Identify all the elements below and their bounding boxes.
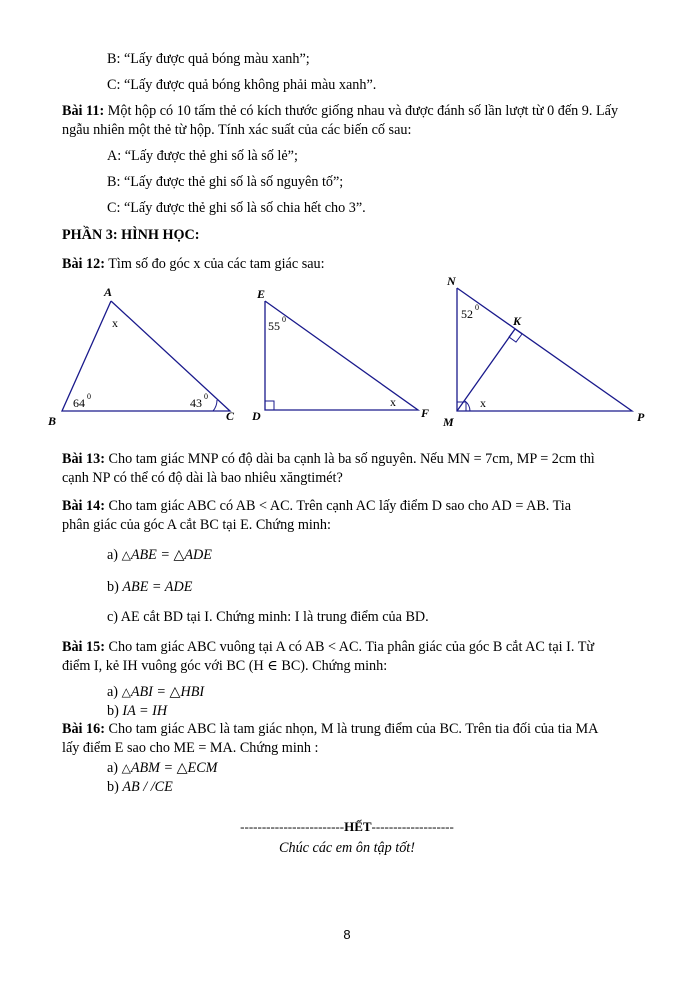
p11-item-b: B: “Lấy được thẻ ghi số là số nguyên tố”; [107,174,344,190]
angle-c: 43 [190,396,202,410]
p16-a-math: ABM = △ECM [130,760,218,776]
label-e: E [257,287,266,301]
deg-b: 0 [87,392,91,401]
p14-b-prefix: b) [107,579,123,595]
angle-x-3: x [480,396,486,410]
deg-c: 0 [204,392,208,401]
p14-text1: Cho tam giác ABC có AB < AC. Trên cạnh AC lấy điểm D sao cho AD = AB. Tia [104,498,572,514]
p15-b-math: IA = IH [122,703,168,719]
p13-line1 [62,450,595,469]
p14-item-a: a) △ABE = △ADE [107,547,212,563]
p15-label: Bài 15: [62,639,105,655]
p16-text1: Cho tam giác ABC là tam giác nhọn, M là trung điểm của BC. Trên tia đối của tia MA [104,721,599,737]
label-k: K [513,314,522,328]
p13-line2: cạnh NP có thể có độ dài là bao nhiêu xăngtimét? [62,470,343,486]
p16-item-a: a) △ABM = △ECM [107,760,218,776]
angle-x-2: x [390,395,396,409]
p15-line2: điểm I, kẻ IH vuông góc với BC (H ∈ BC). Chứng minh: [62,658,388,674]
deg-e: 0 [282,315,286,324]
end-word: HẾT [344,819,372,834]
label-n: N [447,274,456,288]
end-dashes-left: ------------------------ [240,819,345,834]
p12-text: Tìm số đo góc x của các tam giác sau: [104,256,325,272]
p16-label: Bài 16: [62,721,105,737]
p13-label: Bài 13: [62,451,105,467]
p15-item-b [107,702,167,721]
label-m: M [443,415,454,429]
p14-line2: phân giác của góc A cắt BC tại E. Chứng minh: [62,517,331,533]
p13-text1: Cho tam giác MNP có độ dài ba cạnh là ba số nguyên. Nếu MN = 7cm, MP = 2cm thì [104,451,595,467]
label-p: P [637,410,645,424]
p15-a-math: ABI = △HBI [130,684,205,700]
p14-item-c: c) AE cắt BD tại I. Chứng minh: I là trung điểm của BD. [107,609,429,625]
p11-line2: ngẫu nhiên một thẻ từ hộp. Tính xác suất của các biến cố sau: [62,122,412,138]
p14-a-prefix: a) [107,547,122,563]
closing-wish: Chúc các em ôn tập tốt! [279,840,415,856]
p16-line2: lấy điểm E sao cho ME = MA. Chứng minh : [62,740,319,756]
p14-a-math: ABE = △ADE [130,547,212,563]
angle-b: 64 [73,396,85,410]
label-f: F [421,406,430,420]
label-d: D [252,409,261,423]
label-a: A [104,285,113,299]
p15-b-prefix: b) [107,703,123,719]
p15-item-a: a) △ABI = △HBI [107,684,205,700]
p11-item-c: C: “Lấy được thẻ ghi số là số chia hết cho 3”. [107,200,366,216]
triangle-nmp [442,274,645,429]
angle-e: 55 [268,319,280,333]
triangle-def [251,287,429,423]
p11-line1 [62,102,618,121]
p16-b-prefix: b) [107,779,123,795]
p11-label: Bài 11: [62,103,105,119]
page-number: 8 [343,927,351,942]
p14-label: Bài 14: [62,498,105,514]
p10-item-b: B: “Lấy được quả bóng màu xanh”; [107,51,310,67]
p11-item-a: A: “Lấy được thẻ ghi số là số lẻ”; [107,148,298,164]
section-title: PHẦN 3: HÌNH HỌC: [62,227,200,243]
p10-item-c: C: “Lấy được quả bóng không phải màu xanh”. [107,77,377,93]
p16-item-b [107,778,173,797]
label-b: B [48,414,57,428]
p14-b-math: ABE = ADE [122,579,193,595]
p16-line1 [62,720,598,739]
p16-a-prefix: a) [107,760,122,776]
p11-text1: Một hộp có 10 tấm thẻ có kích thước giống nhau và được đánh số lần lượt từ 0 đến 9. Lấy [104,103,619,119]
p15-a-prefix: a) [107,684,122,700]
deg-n: 0 [475,303,479,312]
end-marker [0,818,694,836]
p12-label: Bài 12: [62,256,105,272]
geometry-figures [0,270,694,435]
p14-item-b [107,578,192,597]
p14-line1 [62,497,571,516]
p16-b-math: AB / /CE [122,779,173,795]
label-c: C [226,409,235,423]
end-dashes-right: ------------------- [371,819,454,834]
angle-x-1: x [112,316,118,330]
p15-text1: Cho tam giác ABC vuông tại A có AB < AC. Tia phân giác của góc B cắt AC tại I. Từ [104,639,595,655]
triangle-abc [47,285,235,428]
p15-line1 [62,638,594,657]
angle-n: 52 [461,307,473,321]
